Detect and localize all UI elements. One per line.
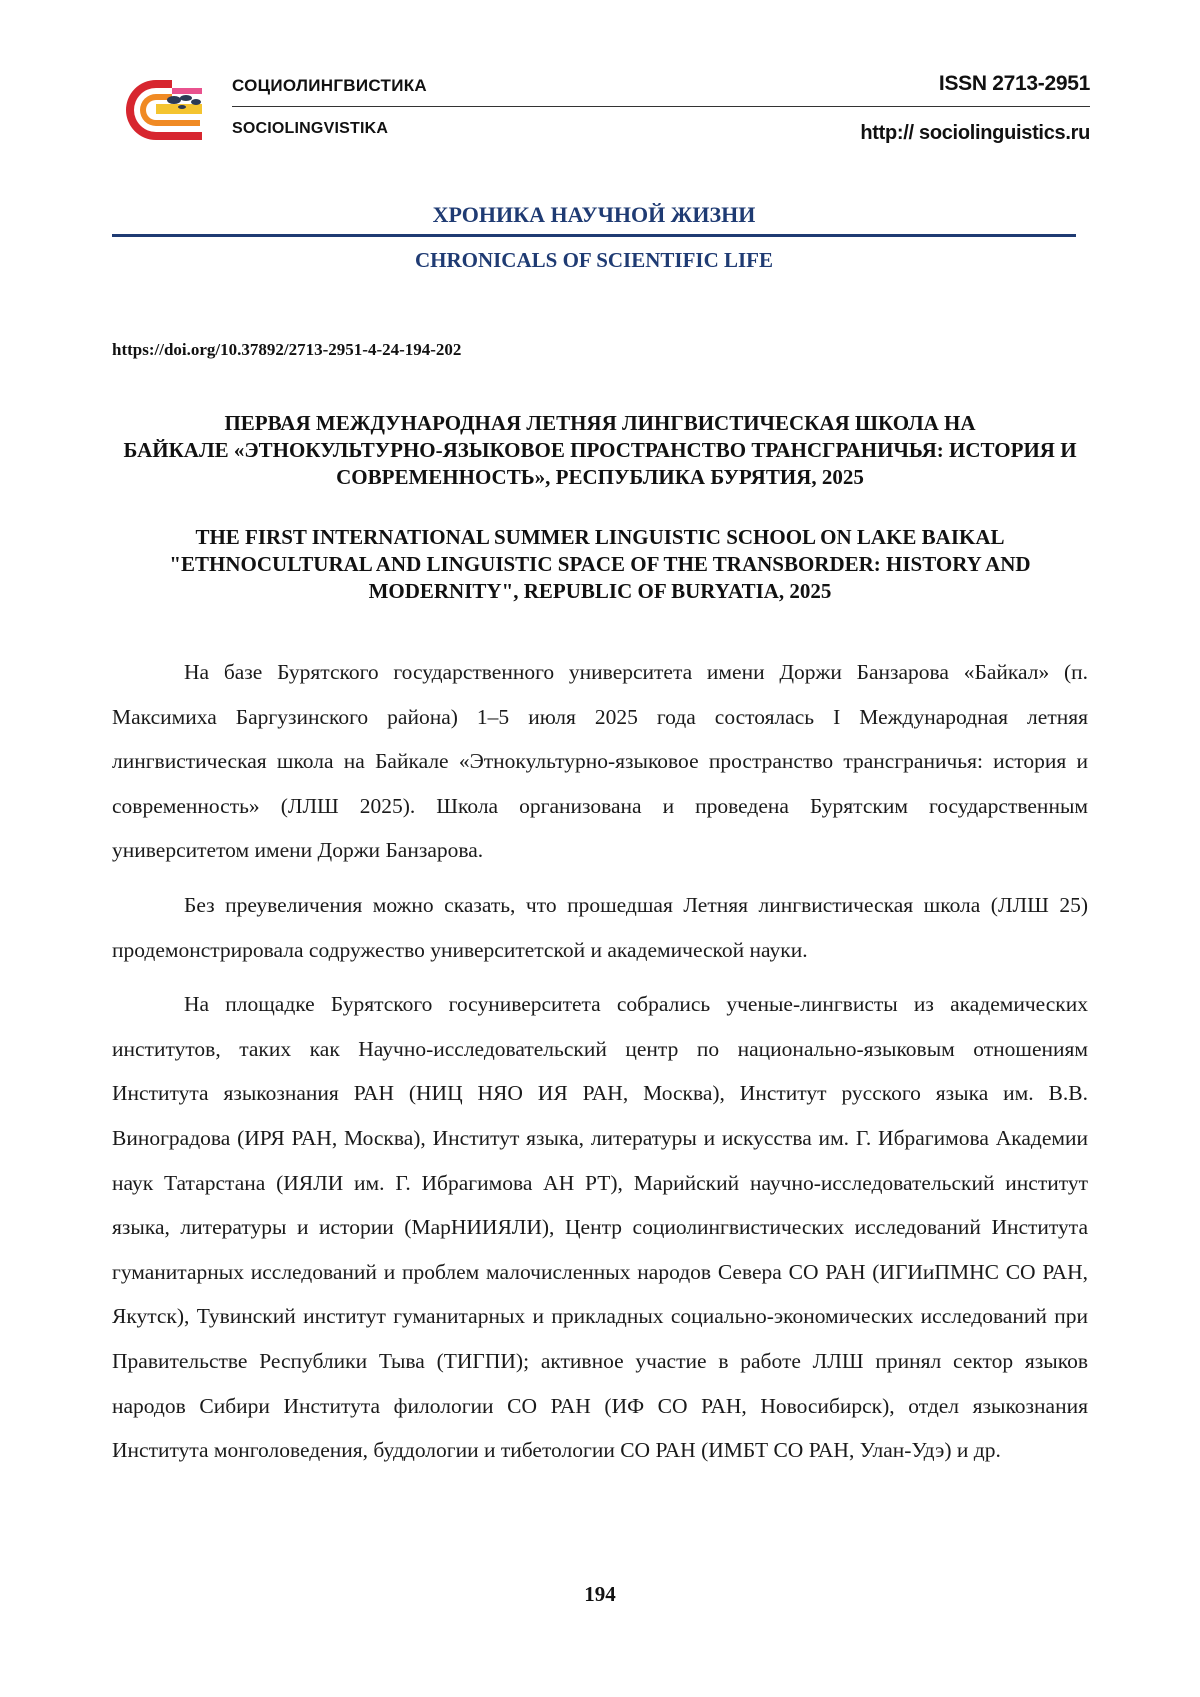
journal-name-ru: СОЦИОЛИНГВИСТИКА — [232, 76, 427, 95]
page-number: 194 — [584, 1582, 616, 1606]
issn: ISSN 2713-2951 — [938, 72, 1090, 95]
doi-link[interactable]: https://doi.org/10.37892/2713-2951-4-24-194-202 — [112, 340, 462, 359]
journal-name-en: SOCIOLINGVISTIKA — [232, 120, 389, 137]
journal-website-link[interactable]: http:// sociolinguistics.ru — [860, 122, 1090, 144]
article-body — [112, 650, 1088, 1483]
paragraph: На площадке Бурятского госуниверситета собрались ученые-лингвисты из академических институтов, таких как Научно-исследовательский центр по национально-языковым отношениям Института языкознания РАН (НИЦ НЯО ИЯ РАН, Москва), Институт русского языка им. В.В. Виноградова (ИРЯ РАН, Москва), Институт языка, литературы и искусства им. Г. Ибрагимова Академии наук Татарстана (ИЯЛИ им. Г. Ибрагимова АН РТ), Марийский научно-исследовательский институт языка, литературы и истории (МарНИИЯЛИ), Центр социолингвистических исследований Института гуманитарных исследований и проблем малочисленных народов Севера СО РАН (ИГИиПМНС СО РАН, Якутск), Тувинский институт гуманитарных и прикладных социально-экономических исследований при Правительстве Республики Тыва (ТИГПИ); активное участие в работе ЛЛШ принял сектор языков народов Сибири Института филологии СО РАН (ИФ СО РАН, Новосибирск), отдел языкознания Института монголоведения, буддологии и тибетологии СО РАН (ИМБТ СО РАН, Улан-Удэ) и др. — [112, 992, 1088, 1463]
section-divider — [112, 234, 1076, 237]
section-title-ru: ХРОНИКА НАУЧНОЙ ЖИЗНИ — [432, 202, 756, 227]
article-title-ru-rest: БАЙКАЛЕ «ЭТНОКУЛЬТУРНО-ЯЗЫКОВОЕ ПРОСТРАНСТВО ТРАНСГРАНИЧЬЯ: ИСТОРИЯ И СОВРЕМЕННОСТЬ», РЕСПУБЛИКА БУРЯТИЯ, 2025 — [123, 438, 1077, 489]
paragraph: Без преувеличения можно сказать, что прошедшая Летняя лингвистическая школа (ЛЛШ 25) продемонстрировала содружество университетской и академической науки. — [112, 892, 1088, 962]
header-divider — [232, 106, 1090, 107]
article-title-ru — [112, 410, 1088, 491]
article-title-en: THE FIRST INTERNATIONAL SUMMER LINGUISTIC SCHOOL ON LAKE BAIKAL "ETHNOCULTURAL AND LINGUISTIC SPACE OF THE TRANSBORDER: HISTORY AND MODERNITY", REPUBLIC OF BURYATIA, 2025 — [169, 525, 1031, 603]
paragraph: На базе Бурятского государственного университета имени Доржи Банзарова «Байкал» (п. Максимиха Баргузинского района) 1–5 июля 2025 года состоялась I Международная летняя лингвистическая школа на Байкале «Этнокультурно-языковое пространство трансграничья: история и современность» (ЛЛШ 2025). Школа организована и проведена Бурятским государственным университетом имени Доржи Банзарова. — [112, 660, 1088, 863]
journal-logo-icon — [112, 74, 212, 146]
section-title-en: CHRONICALS OF SCIENTIFIC LIFE — [414, 248, 774, 272]
article-title-ru-line1: ПЕРВАЯ МЕЖДУНАРОДНАЯ ЛЕТНЯЯ ЛИНГВИСТИЧЕСКАЯ ШКОЛА НА — [224, 411, 976, 435]
